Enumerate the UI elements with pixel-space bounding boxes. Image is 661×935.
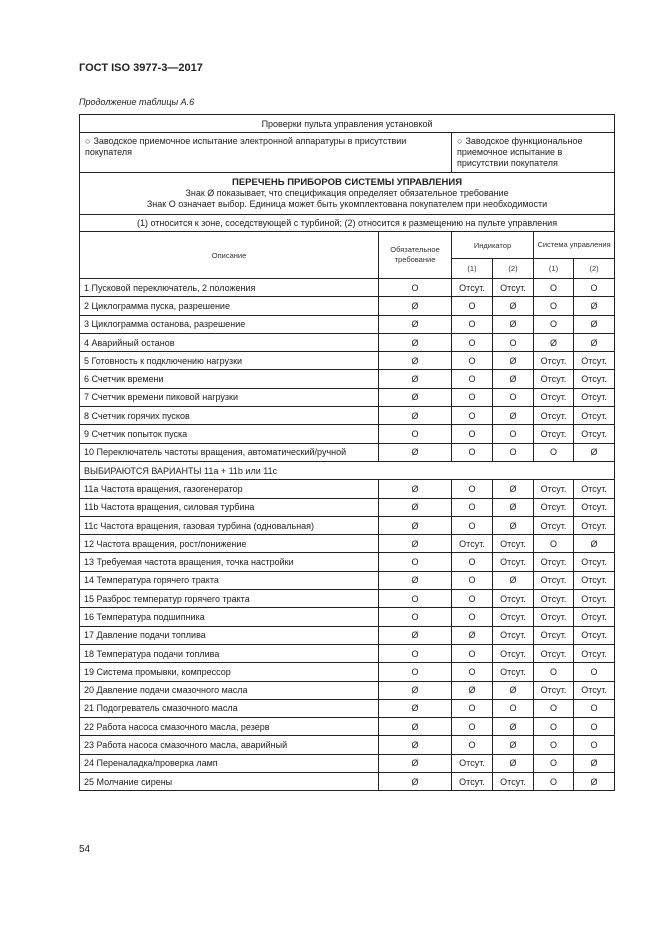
cell-indicator-2: Ø [493, 571, 534, 589]
option-text: Заводское приемочное испытание электронной аппаратуры в присутствии покупателя [85, 136, 407, 157]
cell-control-2: Ø [574, 333, 615, 351]
cell-indicator-1: О [452, 333, 493, 351]
col-header-indicator: Индикатор [452, 232, 534, 259]
col-subheader-2: (2) [493, 259, 534, 279]
cell-indicator-2: Отсут. [493, 553, 534, 571]
cell-indicator-1: О [452, 516, 493, 534]
col-header-description: Описание [80, 232, 379, 279]
col-subheader-1: (1) [452, 259, 493, 279]
cell-control-1: Ø [534, 333, 574, 351]
cell-control-2: Ø [574, 297, 615, 315]
cell-mandatory: Ø [379, 754, 452, 772]
cell-indicator-1: Отсут. [452, 279, 493, 297]
cell-control-2: О [574, 279, 615, 297]
cell-control-2: Ø [574, 443, 615, 461]
cell-description: 15 Разброс температур горячего тракта [80, 590, 379, 608]
cell-indicator-2: Ø [493, 352, 534, 370]
col-subheader-2: (2) [574, 259, 615, 279]
col-header-mandatory: Обязательное требование [379, 232, 452, 279]
cell-description: 25 Молчание сирены [80, 773, 379, 791]
cell-mandatory: Ø [379, 516, 452, 534]
table-row [80, 315, 615, 333]
cell-mandatory: О [379, 663, 452, 681]
cell-mandatory: О [379, 553, 452, 571]
cell-control-1: Отсут. [534, 571, 574, 589]
cell-description: 7 Счетчик времени пиковой нагрузки [80, 388, 379, 406]
control-panel-checks-table [79, 114, 615, 791]
option-functional-acceptance [452, 133, 615, 173]
cell-control-2: Отсут. [574, 626, 615, 644]
table-row [80, 571, 615, 589]
option-circle-icon: ○ [85, 136, 91, 146]
table-title: Проверки пульта управления установкой [80, 115, 615, 133]
col-subheader-1: (1) [534, 259, 574, 279]
cell-control-1: О [534, 297, 574, 315]
cell-description: 16 Температура подшипника [80, 608, 379, 626]
option-electronic-acceptance [80, 133, 452, 173]
cell-control-2: Отсут. [574, 370, 615, 388]
cell-control-1: О [534, 315, 574, 333]
table-row [80, 480, 615, 498]
cell-indicator-2: Отсут. [493, 626, 534, 644]
cell-indicator-1: Отсут. [452, 535, 493, 553]
cell-description: 10 Переключатель частоты вращения, автоматический/ручной [80, 443, 379, 461]
cell-mandatory: О [379, 590, 452, 608]
cell-indicator-2: Отсут. [493, 608, 534, 626]
cell-description: 22 Работа насоса смазочного масла, резерв [80, 718, 379, 736]
cell-description: 21 Подогреватель смазочного масла [80, 699, 379, 717]
cell-mandatory: Ø [379, 297, 452, 315]
cell-indicator-2: Ø [493, 315, 534, 333]
cell-description: 6 Счетчик времени [80, 370, 379, 388]
col-header-control-system: Система управления [534, 232, 615, 259]
cell-indicator-2: Отсут. [493, 279, 534, 297]
cell-control-1: О [534, 773, 574, 791]
cell-control-1: О [534, 718, 574, 736]
cell-indicator-1: О [452, 370, 493, 388]
cell-indicator-1: Ø [452, 681, 493, 699]
cell-control-2: Отсут. [574, 590, 615, 608]
table-row [80, 553, 615, 571]
cell-control-1: Отсут. [534, 480, 574, 498]
cell-indicator-2: Ø [493, 681, 534, 699]
page-number: 54 [79, 844, 91, 855]
table-row [80, 754, 615, 772]
cell-control-1: Отсут. [534, 498, 574, 516]
cell-control-2: Отсут. [574, 681, 615, 699]
table-row [80, 590, 615, 608]
cell-description: 11c Частота вращения, газовая турбина (одновальная) [80, 516, 379, 534]
cell-control-2: Отсут. [574, 553, 615, 571]
cell-indicator-2: Ø [493, 498, 534, 516]
cell-description: 20 Давление подачи смазочного масла [80, 681, 379, 699]
cell-indicator-2: Ø [493, 718, 534, 736]
cell-indicator-1: О [452, 553, 493, 571]
cell-indicator-1: Отсут. [452, 773, 493, 791]
cell-control-1: О [534, 279, 574, 297]
cell-mandatory: Ø [379, 333, 452, 351]
cell-indicator-1: О [452, 608, 493, 626]
table-row [80, 736, 615, 754]
cell-mandatory: Ø [379, 480, 452, 498]
cell-mandatory: Ø [379, 352, 452, 370]
cell-control-1: О [534, 535, 574, 553]
cell-description: 14 Температура горячего тракта [80, 571, 379, 589]
table-row [80, 498, 615, 516]
cell-description: 8 Счетчик горячих пусков [80, 407, 379, 425]
table-row [80, 333, 615, 351]
cell-indicator-1: О [452, 736, 493, 754]
cell-indicator-2: Отсут. [493, 590, 534, 608]
cell-control-2: Отсут. [574, 571, 615, 589]
cell-control-1: Отсут. [534, 553, 574, 571]
cell-description: 11b Частота вращения, силовая турбина [80, 498, 379, 516]
cell-indicator-2: О [493, 443, 534, 461]
cell-indicator-1: О [452, 663, 493, 681]
cell-control-1: Отсут. [534, 370, 574, 388]
variant-group-row-label: ВЫБИРАЮТСЯ ВАРИАНТЫ 11a + 11b или 11c [80, 461, 615, 479]
cell-indicator-2: Ø [493, 516, 534, 534]
cell-description: 13 Требуемая частота вращения, точка настройки [80, 553, 379, 571]
table-row [80, 297, 615, 315]
cell-indicator-1: О [452, 590, 493, 608]
note-mandatory: Знак Ø показывает, что спецификация определяет обязательное требование [185, 188, 509, 198]
cell-control-1: О [534, 663, 574, 681]
table-row [80, 644, 615, 662]
table-row [80, 773, 615, 791]
cell-indicator-1: О [452, 425, 493, 443]
cell-control-2: Отсут. [574, 407, 615, 425]
cell-description: 19 Система промывки, компрессор [80, 663, 379, 681]
cell-control-2: Ø [574, 315, 615, 333]
cell-mandatory: Ø [379, 370, 452, 388]
cell-control-2: О [574, 699, 615, 717]
table-row [80, 443, 615, 461]
cell-indicator-1: О [452, 388, 493, 406]
table-row [80, 663, 615, 681]
cell-description: 17 Давление подачи топлива [80, 626, 379, 644]
cell-indicator-2: О [493, 333, 534, 351]
cell-mandatory: Ø [379, 407, 452, 425]
cell-indicator-1: О [452, 297, 493, 315]
cell-mandatory: Ø [379, 443, 452, 461]
cell-control-1: Отсут. [534, 352, 574, 370]
table-row [80, 407, 615, 425]
table-row [80, 535, 615, 553]
cell-control-1: Отсут. [534, 608, 574, 626]
cell-control-1: О [534, 699, 574, 717]
cell-description: 11a Частота вращения, газогенератор [80, 480, 379, 498]
table-row [80, 681, 615, 699]
cell-indicator-2: Ø [493, 407, 534, 425]
cell-indicator-2: Отсут. [493, 644, 534, 662]
cell-control-2: Отсут. [574, 352, 615, 370]
cell-mandatory: Ø [379, 718, 452, 736]
cell-mandatory: Ø [379, 498, 452, 516]
cell-indicator-2: Ø [493, 297, 534, 315]
cell-control-1: Отсут. [534, 590, 574, 608]
cell-indicator-2: Ø [493, 754, 534, 772]
cell-indicator-1: О [452, 571, 493, 589]
cell-control-1: О [534, 736, 574, 754]
cell-indicator-2: Отсут. [493, 773, 534, 791]
note-locations: (1) относится к зоне, соседствующей с турбиной; (2) относится к размещению на пульте управления [80, 215, 615, 232]
cell-description: 12 Частота вращения, рост/понижение [80, 535, 379, 553]
cell-control-2: О [574, 736, 615, 754]
cell-control-2: О [574, 718, 615, 736]
cell-control-2: Ø [574, 773, 615, 791]
cell-indicator-2: Ø [493, 370, 534, 388]
option-circle-icon: ○ [457, 136, 463, 146]
cell-control-1: О [534, 443, 574, 461]
cell-description: 23 Работа насоса смазочного масла, аварийный [80, 736, 379, 754]
cell-mandatory: Ø [379, 736, 452, 754]
cell-control-1: Отсут. [534, 407, 574, 425]
table-row [80, 608, 615, 626]
cell-control-2: Отсут. [574, 644, 615, 662]
cell-control-2: Отсут. [574, 608, 615, 626]
cell-description: 2 Циклограмма пуска, разрешение [80, 297, 379, 315]
cell-mandatory: Ø [379, 699, 452, 717]
table-row [80, 388, 615, 406]
table-row [80, 516, 615, 534]
table-row [80, 370, 615, 388]
table-row [80, 352, 615, 370]
cell-mandatory: Ø [379, 535, 452, 553]
table-continuation-caption: Продолжение таблицы А.6 [79, 97, 195, 107]
cell-control-2: Ø [574, 754, 615, 772]
cell-indicator-2: О [493, 388, 534, 406]
cell-control-1: Отсут. [534, 425, 574, 443]
cell-description: 9 Счетчик попыток пуска [80, 425, 379, 443]
cell-indicator-2: Ø [493, 736, 534, 754]
cell-description: 1 Пусковой переключатель, 2 положения [80, 279, 379, 297]
cell-description: 3 Циклограмма останова, разрешение [80, 315, 379, 333]
cell-mandatory: Ø [379, 315, 452, 333]
cell-description: 18 Температура подачи топлива [80, 644, 379, 662]
cell-control-2: Ø [574, 535, 615, 553]
cell-mandatory: Ø [379, 626, 452, 644]
cell-control-1: Отсут. [534, 644, 574, 662]
cell-control-1: Отсут. [534, 516, 574, 534]
cell-description: 4 Аварийный останов [80, 333, 379, 351]
cell-indicator-2: Отсут. [493, 535, 534, 553]
cell-control-2: Отсут. [574, 480, 615, 498]
note-optional: Знак О означает выбор. Единица может быть укомплектована покупателем при необходимости [146, 199, 548, 209]
cell-mandatory: Ø [379, 681, 452, 699]
table-row [80, 718, 615, 736]
cell-control-2: Отсут. [574, 388, 615, 406]
table-row [80, 699, 615, 717]
cell-mandatory: О [379, 279, 452, 297]
cell-mandatory: Ø [379, 571, 452, 589]
table-row [80, 425, 615, 443]
cell-indicator-2: Отсут. [493, 663, 534, 681]
cell-control-2: Отсут. [574, 516, 615, 534]
cell-indicator-1: О [452, 498, 493, 516]
cell-indicator-1: О [452, 352, 493, 370]
cell-control-1: Отсут. [534, 388, 574, 406]
cell-control-1: Отсут. [534, 681, 574, 699]
cell-control-2: Отсут. [574, 425, 615, 443]
cell-indicator-1: О [452, 718, 493, 736]
cell-mandatory: Ø [379, 388, 452, 406]
section-header [80, 173, 615, 215]
cell-indicator-2: Ø [493, 480, 534, 498]
cell-indicator-1: Ø [452, 626, 493, 644]
cell-description: 5 Готовность к подключению нагрузки [80, 352, 379, 370]
document-code: ГОСТ ISO 3977-3—2017 [79, 62, 203, 74]
cell-indicator-1: О [452, 443, 493, 461]
section-title: ПЕРЕЧЕНЬ ПРИБОРОВ СИСТЕМЫ УПРАВЛЕНИЯ [232, 177, 463, 188]
cell-control-1: Отсут. [534, 626, 574, 644]
cell-indicator-2: О [493, 425, 534, 443]
cell-indicator-1: О [452, 480, 493, 498]
cell-mandatory: Ø [379, 773, 452, 791]
cell-indicator-1: О [452, 315, 493, 333]
cell-indicator-1: О [452, 699, 493, 717]
cell-description: 24 Переналадка/проверка ламп [80, 754, 379, 772]
table-row [80, 626, 615, 644]
table-row [80, 279, 615, 297]
cell-mandatory: О [379, 644, 452, 662]
cell-mandatory: О [379, 608, 452, 626]
cell-control-2: О [574, 663, 615, 681]
table-row [80, 461, 615, 479]
cell-control-1: О [534, 754, 574, 772]
cell-indicator-2: О [493, 699, 534, 717]
cell-indicator-1: Отсут. [452, 754, 493, 772]
cell-indicator-1: О [452, 407, 493, 425]
cell-control-2: Отсут. [574, 498, 615, 516]
option-text: Заводское функциональное приемочное испытание в присутствии покупателя [457, 136, 583, 168]
cell-mandatory: О [379, 425, 452, 443]
cell-indicator-1: О [452, 644, 493, 662]
